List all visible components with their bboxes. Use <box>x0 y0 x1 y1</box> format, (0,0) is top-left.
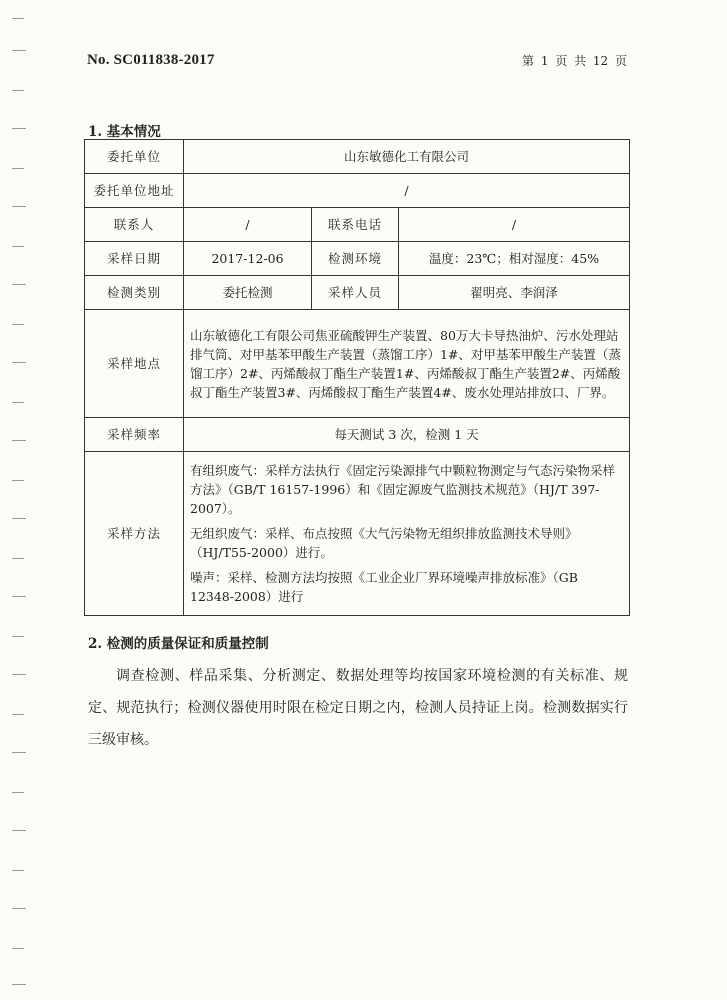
table-row <box>85 310 630 418</box>
sampler-value: 翟明亮、李润泽 <box>399 276 630 310</box>
method-organized-gas: 有组织废气：采样方法执行《固定污染源排气中颗粒物测定与气态污染物采样方法》（GB/T 16157-1996）和《固定源废气监测技术规范》（HJ/T 397-2007）。 <box>190 463 616 516</box>
contact-value: / <box>184 208 312 242</box>
table-row <box>85 208 630 242</box>
table-row <box>85 174 630 208</box>
section-title-basic-info: 1. 基本情况 <box>88 124 161 140</box>
sampling-date-label: 采样日期 <box>85 242 184 276</box>
sampling-method-label: 采样方法 <box>85 452 184 616</box>
test-type-value: 委托检测 <box>184 276 312 310</box>
page-indicator: 第 1 页 共 12 页 <box>522 54 627 68</box>
environment-label: 检测环境 <box>312 242 399 276</box>
table-row <box>85 276 630 310</box>
basic-info-table <box>84 139 630 616</box>
method-unorganized-gas: 无组织废气：采样、布点按照《大气污染物无组织排放监测技术导则》（HJ/T55-2000）进行。 <box>190 526 578 560</box>
test-type-label: 检测类别 <box>85 276 184 310</box>
phone-value: / <box>399 208 630 242</box>
address-label: 委托单位地址 <box>85 174 184 208</box>
sampling-frequency-label: 采样频率 <box>85 418 184 452</box>
sampling-location-label: 采样地点 <box>85 310 184 418</box>
table-row <box>85 242 630 276</box>
sampling-frequency-value: 每天测试 3 次，检测 1 天 <box>184 418 630 452</box>
binding-margin <box>12 0 26 1000</box>
phone-label: 联系电话 <box>312 208 399 242</box>
section-title-quality-control: 2. 检测的质量保证和质量控制 <box>88 636 269 652</box>
document-number: No. SC011838-2017 <box>87 52 215 68</box>
sampling-method-value <box>184 452 630 616</box>
address-value: / <box>184 174 630 208</box>
table-row <box>85 140 630 174</box>
sampling-date-value: 2017-12-06 <box>184 242 312 276</box>
sampling-location-value: 山东敏德化工有限公司焦亚硫酸钾生产装置、80万大卡导热油炉、污水处理站排气筒、对甲基苯甲酸生产装置（蒸馏工序）1#、对甲基苯甲酸生产装置（蒸馏工序）2#、丙烯酸叔丁酯生产装置1#、丙烯酸叔丁酯生产装置2#、丙烯酸叔丁酯生产装置3#、丙烯酸叔丁酯生产装置4#、废水处理站排放口、厂界。 <box>184 310 630 418</box>
sampler-label: 采样人员 <box>312 276 399 310</box>
table-row <box>85 452 630 616</box>
client-value: 山东敏德化工有限公司 <box>184 140 630 174</box>
client-label: 委托单位 <box>85 140 184 174</box>
environment-value: 温度：23℃；相对湿度：45% <box>399 242 630 276</box>
quality-control-paragraph: 调查检测、样品采集、分析测定、数据处理等均按国家环境检测的有关标准、规定、规范执行；检测仪器使用时限在检定日期之内，检测人员持证上岗。检测数据实行三级审核。 <box>88 668 628 748</box>
contact-label: 联系人 <box>85 208 184 242</box>
method-noise: 噪声：采样、检测方法均按照《工业企业厂界环境噪声排放标准》（GB 12348-2008）进行 <box>190 570 578 604</box>
table-row <box>85 418 630 452</box>
